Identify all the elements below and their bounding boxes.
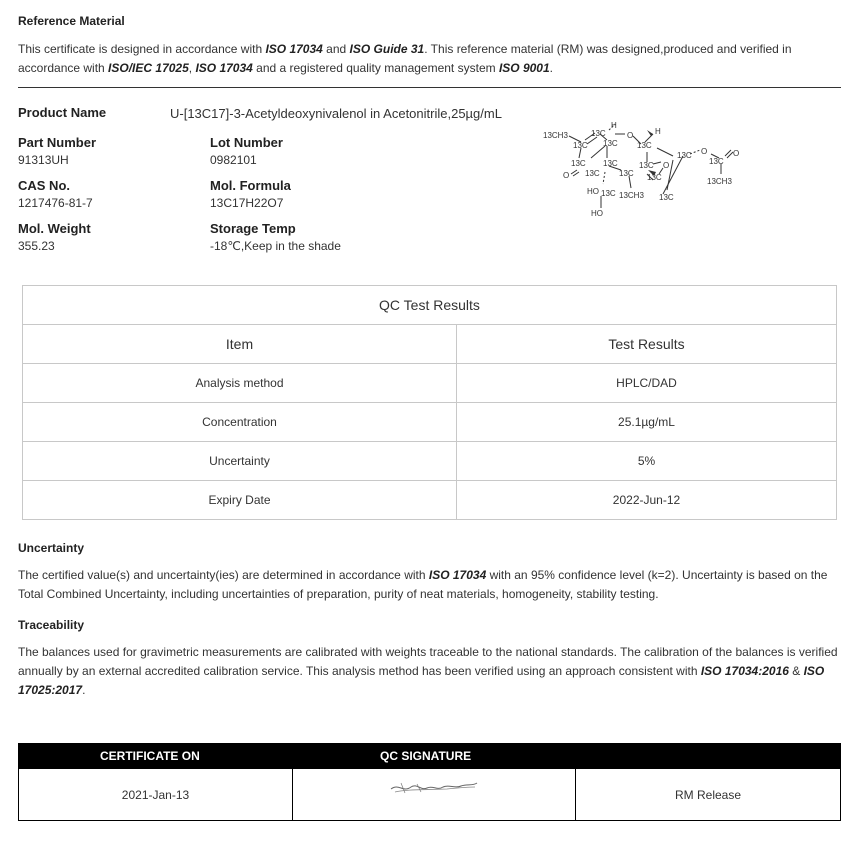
table-row [23,442,837,481]
atom-label: HO [591,209,603,218]
table-row [23,364,837,403]
atom-label: H [611,121,617,130]
qc-header-results: Test Results [457,325,837,364]
footer-table [18,768,841,821]
qc-item-cell: Expiry Date [23,481,457,520]
mol-weight-label: Mol. Weight [18,221,91,236]
traceability-paragraph: The balances used for gravimetric measurements are calibrated with weights traceable to the national standards. The calibration of the balances is verified annually by an external accredited calibration service. This analysis method has been verified using an approach consistent with ISO 17034:2016 & ISO 17025:2017. [18,645,838,697]
table-row [23,403,837,442]
lot-number-label: Lot Number [210,135,283,150]
atom-label: 13C [603,139,618,148]
qc-signature-cell [293,769,576,821]
atom-label: O [663,161,670,170]
qc-item-cell: Analysis method [23,364,457,403]
qc-signature-label: QC SIGNATURE [380,749,472,763]
certificate-on-label: CERTIFICATE ON [100,749,200,763]
product-name-value: U-[13C17]-3-Acetyldeoxynivalenol in Acetonitrile,25µg/mL [170,106,502,121]
atom-label: 13C [573,141,588,150]
qc-result-cell: 2022-Jun-12 [457,481,837,520]
atom-label: 13C [591,129,606,138]
table-row [23,481,837,520]
atom-label: HO [587,187,599,196]
mol-weight-value: 355.23 [18,239,55,253]
divider [18,87,841,88]
product-name-label: Product Name [18,105,107,120]
rm-release: RM Release [576,769,841,821]
cas-label: CAS No. [18,178,70,193]
qc-results-table [22,285,837,520]
uncertainty-heading: Uncertainty [18,541,85,555]
atom-label: 13C [585,169,600,178]
signature-image [387,777,482,799]
chemical-structure [535,118,750,228]
storage-temp-value: -18℃,Keep in the shade [210,239,341,253]
atom-label: 13C [639,161,654,170]
lot-number-value: 0982101 [210,153,257,167]
atom-label: H [655,127,661,136]
atom-label: 13C [619,169,634,178]
qc-table-title: QC Test Results [23,286,837,325]
traceability-heading: Traceability [18,618,85,632]
storage-temp-label: Storage Temp [210,221,296,236]
atom-label: O [563,171,570,180]
atom-label: 13C [709,157,724,166]
atom-label: 13C [659,193,674,202]
uncertainty-paragraph: The certified value(s) and uncertainty(ies) are determined in accordance with ISO 17034 with an 95% confidence level (k=2). Uncertainty is based on the Total Combined Uncertainty, including uncertainties of preparation, purity of neat materials, homogeneity, stability testing. [18,568,828,601]
reference-paragraph: This certificate is designed in accordance with ISO 17034 and ISO Guide 31. This reference material (RM) was designed,produced and verified in accordance with ISO/IEC 17025, ISO 17034 and a registered quality management system ISO 9001. [18,42,792,75]
atom-label: 13CH3 [707,177,732,186]
part-number-label: Part Number [18,135,97,150]
mol-formula-label: Mol. Formula [210,178,291,193]
certificate-date: 2021-Jan-13 [19,769,293,821]
atom-label: 13C [637,141,652,150]
qc-item-cell: Uncertainty [23,442,457,481]
reference-heading: Reference Material [18,14,125,28]
qc-result-cell: 25.1µg/mL [457,403,837,442]
atom-label: 13C [647,173,662,182]
atom-label: 13C [603,159,618,168]
atom-label: 13C [677,151,692,160]
mol-formula-value: 13C17H22O7 [210,196,284,210]
atom-label: 13CH3 [543,131,568,140]
atom-label: 13C [601,189,616,198]
qc-item-cell: Concentration [23,403,457,442]
qc-result-cell: HPLC/DAD [457,364,837,403]
qc-result-cell: 5% [457,442,837,481]
footer-header-bar [18,743,841,768]
atom-label: 13CH3 [619,191,644,200]
atom-label: 13C [571,159,586,168]
atom-label: O [701,147,708,156]
atom-label: O [733,149,740,158]
cas-value: 1217476-81-7 [18,196,93,210]
atom-label: O [627,131,634,140]
qc-header-item: Item [23,325,457,364]
part-number-value: 91313UH [18,153,69,167]
